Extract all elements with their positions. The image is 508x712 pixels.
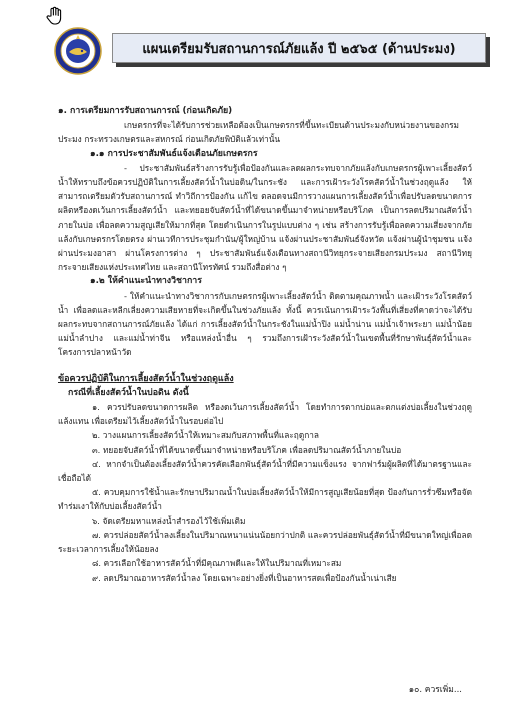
continuation-text: ๑๐. ควรเพิ่ม... — [408, 685, 462, 695]
guideline-list — [58, 400, 472, 585]
section-heading: ๑. การเตรียมการรับสถานการณ์ (ก่อนเกิดภัย) — [58, 106, 233, 116]
subsection-heading: ๑.๒ ให้คำแนะนำทางวิชาการ — [90, 276, 202, 287]
paragraph: - ให้คำแนะนำทางวิชาการกับเกษตรกรผู้เพาะเลี้ยงสัตว์น้ำ ติดตามคุณภาพน้ำ และเฝ้าระวังโรคสัตว์น้ำ เพื่อลดและหลีกเลี่ยงความเสียหายที่จะเกิดขึ้นในช่วงภัยแล้ง ทั้งนี้ ควรเน้นการเฝ้าระวังพื้นที่เสี่ยงที่คาดว่าจะได้รับผลกระทบจากสถานการณ์ภัยแล้ง ได้แก่ การเลี้ยงสัตว์น้ำในกระชังในแม่น้ำปิง แม่น้ำน่าน แม่น้ำเจ้าพระยา แม่น้ำน้อย แม่น้ำลำปาง และแม่น้ำท่าจีน หรือแหล่งน้ำอื่น ๆ รวมถึงการเฝ้าระวังสัตว์น้ำในเขตพื้นที่รักษาพันธุ์สัตว์น้ำและโครงการปลาหน้าวัด — [58, 290, 472, 358]
section-heading: ข้อควรปฏิบัติในการเลี้ยงสัตว์น้ำในช่วงฤดูแล้ง — [58, 373, 234, 384]
list-item: ๗. ควรปล่อยสัตว์น้ำลงเลี้ยงในปริมาณหนาแน่นน้อยกว่าปกติ และควรปล่อยพันธุ์สัตว์น้ำที่มีขนาดใหญ่เพื่อลดระยะเวลาการเลี้ยงให้น้อยลง — [58, 529, 472, 555]
list-item: ๓. ทยอยจับสัตว์น้ำที่ได้ขนาดขึ้นมาจำหน่ายหรือบริโภค เพื่อลดปริมาณสัตว์น้ำภายในบ่อ — [92, 444, 402, 455]
hand-cursor-icon — [44, 6, 64, 26]
document-title: แผนเตรียมรับสถานการณ์ภัยแล้ง ปี ๒๕๖๕ (ด้านประมง) — [112, 33, 486, 63]
subsection-heading: ๑.๑ การประชาสัมพันธ์แจ้งเตือนภัยเกษตรกร — [90, 148, 258, 159]
list-item: ๑. ควรปรับลดขนาดการผลิต หรืองดเว้นการเลี้ยงสัตว์น้ำ โดยทำการตากบ่อและตกแต่งบ่อเลี้ยงในช่วงฤดูแล้งแทน เพื่อเตรียมไว้เลี้ยงสัตว์น้ำในรอบต่อไป — [58, 402, 472, 427]
paragraph: เกษตรกรที่จะได้รับการช่วยเหลือต้องเป็นเกษตรกรที่ขึ้นทะเบียนด้านประมงกับหน่วยงานของกรมประมง กระทรวงเกษตรและสหกรณ์ ก่อนเกิดภัยพิบัติแล้วเท่านั้น — [58, 120, 460, 145]
list-item: ๒. วางแผนการเลี้ยงสัตว์น้ำให้เหมาะสมกับสภาพพื้นที่และฤดูกาล — [92, 430, 319, 441]
department-of-fisheries-seal-icon — [54, 27, 102, 75]
list-item: ๙. ลดปริมาณอาหารสัตว์น้ำลง โดยเฉพาะอย่างยิ่งที่เป็นอาหารสดเพื่อป้องกันน้ำเน่าเสีย — [92, 572, 397, 583]
document-body — [58, 104, 472, 585]
list-item: ๔. หากจำเป็นต้องเลี้ยงสัตว์น้ำควรคัดเลือกพันธุ์สัตว์น้ำที่มีความแข็งแรง จากฟาร์มผู้ผลิตที่ได้มาตรฐานและเชื่อถือได้ — [58, 458, 472, 484]
list-item: ๖. จัดเตรียมหาแหล่งน้ำสำรองไว้ใช้เพิ่มเติม — [92, 515, 246, 526]
paragraph: - ประชาสัมพันธ์สร้างการรับรู้เพื่อป้องกันและลดผลกระทบจากภัยแล้งกับเกษตรกรผู้เพาะเลี้ยงสัตว์น้ำให้ทราบถึงข้อควรปฏิบัติในการเลี้ยงสัตว์น้ำในบ่อดิน/ในกระชัง และการเฝ้าระวังโรคสัตว์น้ำในช่วงฤดูแล้ง ให้สามารถเตรียมตัวรับสถานการณ์ ทำวิถีการป้องกัน แก้ไข ตลอดจนมีการวางแผนการเลี้ยงสัตว์น้ำเพื่อปรับลดขนาดการผลิตหรืองดเว้นการเลี้ยงสัตว์น้ำ และทยอยจับสัตว์น้ำที่ได้ขนาดขึ้นมาจำหน่ายหรือบริโภค เป็นการลดปริมาณสัตว์น้ำภายในบ่อ เพื่อลดความสูญเสียให้มากที่สุด โดยดำเนินการในรูปแบบต่าง ๆ เช่น สร้างการรับรู้เพื่อลดความเสี่ยงจากภัยแล้งกับเกษตรกรโดยตรง ผ่านเวทีการประชุมกำนัน/ผู้ใหญ่บ้าน แจ้งผ่านประชาสัมพันธ์จังหวัด แจ้งผ่านผู้นำชุมชน แจ้งผ่านประมงอาสา ผ่านโครงการต่าง ๆ ประชาสัมพันธ์แจ้งเตือนทางสถานีวิทยุกระจายเสียงกรมประมง สถานีวิทยุกระจายเสียงแห่งประเทศไทย และสถานีโทรทัศน์ รวมถึงสื่อต่าง ๆ — [58, 162, 472, 273]
list-item: ๕. ควบคุมการใช้น้ำและรักษาปริมาณน้ำในบ่อเลี้ยงสัตว์น้ำให้มีการสูญเสียน้อยที่สุด ป้องกันการรั่วซึมหรือจัดทำร่มเงาให้กับบ่อเลี้ยงสัตว์น้ำ — [58, 487, 472, 512]
list-item: ๘. ควรเลือกใช้อาหารสัตว์น้ำที่มีคุณภาพดีและให้ในปริมาณที่เหมาะสม — [92, 558, 342, 569]
subsection-heading: กรณีที่เลี้ยงสัตว์น้ำในบ่อดิน ดังนี้ — [68, 387, 189, 398]
